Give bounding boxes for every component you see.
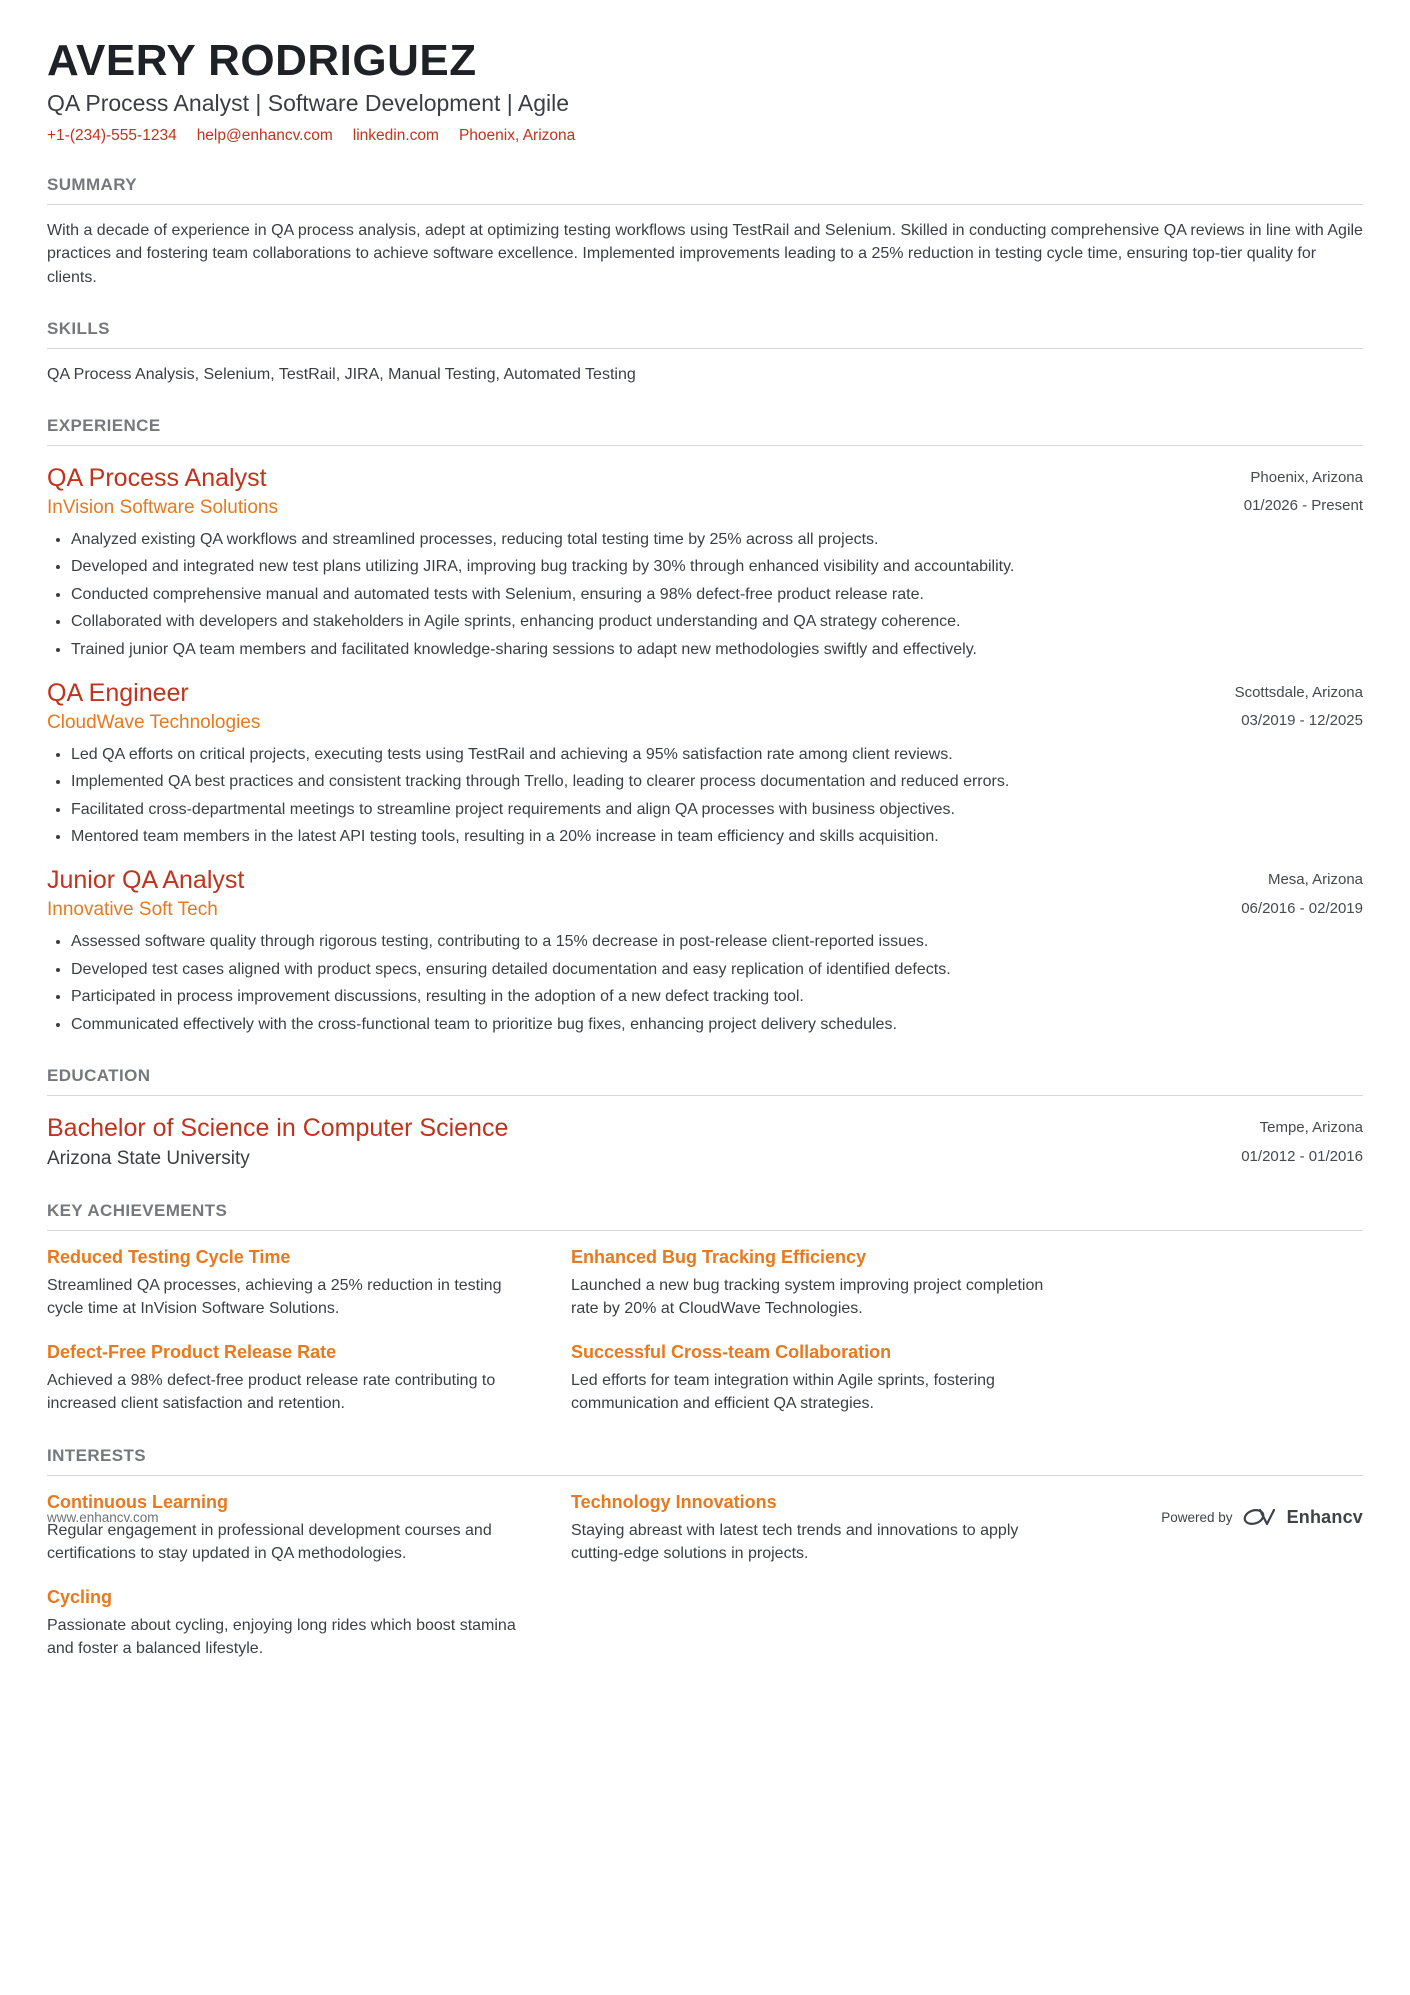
achievement-item — [47, 1247, 535, 1320]
bullet-item: • Implemented QA best practices and consistent tracking through Trello, leading to clearer process documentation and reduced errors. — [71, 771, 1363, 793]
job-title: QA Process Analyst — [47, 463, 267, 492]
job-head — [47, 464, 1363, 521]
achievement-item — [571, 1342, 1059, 1415]
bullet-item: • Communicated effectively with the cross-functional team to prioritize bug fixes, enhancing project delivery schedules. — [71, 1014, 1363, 1036]
education-location: Tempe, Arizona — [1259, 1119, 1363, 1137]
interest-title: Continuous Learning — [47, 1491, 228, 1512]
job-dates: 06/2016 - 02/2019 — [1241, 899, 1363, 917]
job-location: Scottsdale, Arizona — [1234, 683, 1363, 701]
experience-entry — [47, 679, 1363, 849]
bullet-item: • Facilitated cross-departmental meetings to streamline project requirements and align QA processes with business objectives. — [71, 799, 1363, 821]
interests-section — [47, 1446, 1363, 1661]
job-bullets — [47, 529, 1363, 661]
experience-entry — [47, 866, 1363, 1036]
interest-text: Regular engagement in professional development courses and certifications to stay updated in QA methodologies. — [47, 1521, 492, 1562]
job-meta — [1220, 464, 1363, 521]
bullet-item: • Collaborated with developers and stakeholders in Agile sprints, enhancing product understanding and QA strategy coherence. — [71, 611, 1363, 633]
experience-section — [47, 416, 1363, 1036]
job-head — [47, 679, 1363, 736]
enhancv-logo-icon — [1243, 1506, 1277, 1528]
candidate-name: AVERY RODRIGUEZ — [47, 36, 477, 85]
enhancv-wordmark: Enhancv — [1286, 1506, 1363, 1527]
achievement-title: Defect-Free Product Release Rate — [47, 1342, 337, 1363]
education-head-left — [47, 1114, 508, 1170]
powered-by-label: Powered by — [1161, 1509, 1233, 1525]
resume-header — [47, 38, 1363, 145]
candidate-title: QA Process Analyst | Software Development | Agile — [47, 90, 570, 117]
footer-website: www.enhancv.com — [47, 1509, 159, 1525]
education-meta — [1217, 1114, 1363, 1171]
skills-section — [47, 319, 1363, 386]
achievement-title: Successful Cross-team Collaboration — [571, 1342, 892, 1363]
bullet-item: • Developed and integrated new test plans utilizing JIRA, improving bug tracking by 30% through enhanced visibility and accountability. — [71, 556, 1363, 578]
education-dates: 01/2012 - 01/2016 — [1241, 1147, 1363, 1165]
bullet-item: • Mentored team members in the latest API testing tools, resulting in a 20% increase in team efficiency and skills acquisition. — [71, 826, 1363, 848]
job-company: CloudWave Technologies — [47, 711, 261, 733]
experience-entry — [47, 464, 1363, 661]
achievement-item — [571, 1247, 1059, 1320]
achievement-text: Launched a new bug tracking system improving project completion rate by 20% at CloudWave Technologies. — [571, 1277, 1044, 1317]
interests-heading: INTERESTS — [47, 1446, 1363, 1476]
school-name: Arizona State University — [47, 1147, 250, 1169]
interest-item — [571, 1492, 1059, 1565]
contact-email[interactable]: help@enhancv.com — [196, 127, 333, 145]
interest-item — [47, 1587, 535, 1660]
achievement-text: Led efforts for team integration within Agile sprints, fostering communication and efficient QA strategies. — [571, 1372, 995, 1413]
contact-row — [47, 127, 1363, 145]
job-dates: 01/2026 - Present — [1243, 497, 1363, 515]
achievement-item — [47, 1342, 535, 1415]
experience-heading: EXPERIENCE — [47, 416, 1363, 446]
bullet-item: • Led QA efforts on critical projects, executing tests using TestRail and achieving a 95% satisfaction rate among client reviews. — [71, 744, 1363, 766]
summary-heading: SUMMARY — [47, 175, 1363, 205]
education-head — [47, 1114, 1363, 1171]
job-company: InVision Software Solutions — [47, 496, 278, 518]
bullet-item: • Trained junior QA team members and facilitated knowledge-sharing sessions to adapt new methodologies swiftly and effectively. — [71, 639, 1363, 661]
job-head — [47, 866, 1363, 923]
job-bullets — [47, 931, 1363, 1036]
job-dates: 03/2019 - 12/2025 — [1241, 712, 1363, 730]
bullet-item: • Participated in process improvement discussions, resulting in the adoption of a new defect tracking tool. — [71, 986, 1363, 1008]
job-location: Mesa, Arizona — [1267, 871, 1363, 889]
interest-item — [47, 1492, 535, 1565]
job-location: Phoenix, Arizona — [1250, 468, 1363, 486]
bullet-item: • Conducted comprehensive manual and automated tests with Selenium, ensuring a 98% defect-free product release rate. — [71, 584, 1363, 606]
job-head-left — [47, 866, 244, 921]
bullet-item: • Analyzed existing QA workflows and streamlined processes, reducing total testing time by 25% across all projects. — [71, 529, 1363, 551]
summary-section — [47, 175, 1363, 289]
interest-title: Cycling — [47, 1587, 113, 1608]
education-entry — [47, 1114, 1363, 1171]
interest-text: Staying abreast with latest tech trends and innovations to apply cutting-edge solutions in projects. — [571, 1521, 1019, 1562]
achievement-text: Achieved a 98% defect-free product release rate contributing to increased client satisfaction and retention. — [47, 1372, 496, 1413]
job-head-left — [47, 679, 260, 734]
achievement-title: Reduced Testing Cycle Time — [47, 1247, 291, 1268]
contact-location: Phoenix, Arizona — [458, 127, 576, 145]
education-section — [47, 1066, 1363, 1171]
summary-text: With a decade of experience in QA process analysis, adept at optimizing testing workflows using TestRail and Selenium. Skilled in conducting comprehensive QA reviews in line with Agile practices and fostering team collaborations to achieve software excellence. Implemented improvements leading to a 25% reduction in testing cycle time, ensuring top-tier quality for clients. — [47, 222, 1363, 286]
job-title: Junior QA Analyst — [47, 866, 245, 895]
bullet-item: • Assessed software quality through rigorous testing, contributing to a 15% decrease in post-release client-reported issues. — [71, 931, 1363, 953]
job-bullets — [47, 744, 1363, 849]
interest-text: Passionate about cycling, enjoying long rides which boost stamina and foster a balanced lifestyle. — [47, 1617, 516, 1658]
degree-title: Bachelor of Science in Computer Science — [47, 1114, 509, 1143]
education-heading: EDUCATION — [47, 1066, 1363, 1096]
skills-list: QA Process Analysis, Selenium, TestRail, JIRA, Manual Testing, Automated Testing — [47, 365, 636, 383]
powered-by-block — [1161, 1506, 1363, 1528]
achievement-text: Streamlined QA processes, achieving a 25% reduction in testing cycle time at InVision Software Solutions. — [47, 1277, 502, 1317]
achievement-title: Enhanced Bug Tracking Efficiency — [571, 1247, 867, 1268]
bullet-item: • Developed test cases aligned with product specs, ensuring detailed documentation and easy replication of identified defects. — [71, 959, 1363, 981]
achievements-section — [47, 1201, 1363, 1416]
job-head-left — [47, 464, 278, 519]
skills-heading: SKILLS — [47, 319, 1363, 349]
contact-phone[interactable]: +1-(234)-555-1234 — [47, 127, 177, 145]
achievements-heading: KEY ACHIEVEMENTS — [47, 1201, 1363, 1231]
job-meta — [1211, 679, 1363, 736]
job-title: QA Engineer — [47, 678, 189, 707]
job-meta — [1217, 866, 1363, 923]
interest-title: Technology Innovations — [571, 1491, 777, 1512]
job-company: Innovative Soft Tech — [47, 899, 218, 921]
achievements-grid — [47, 1247, 1059, 1416]
contact-linkedin[interactable]: linkedin.com — [352, 127, 439, 145]
footer — [47, 1506, 1363, 1528]
